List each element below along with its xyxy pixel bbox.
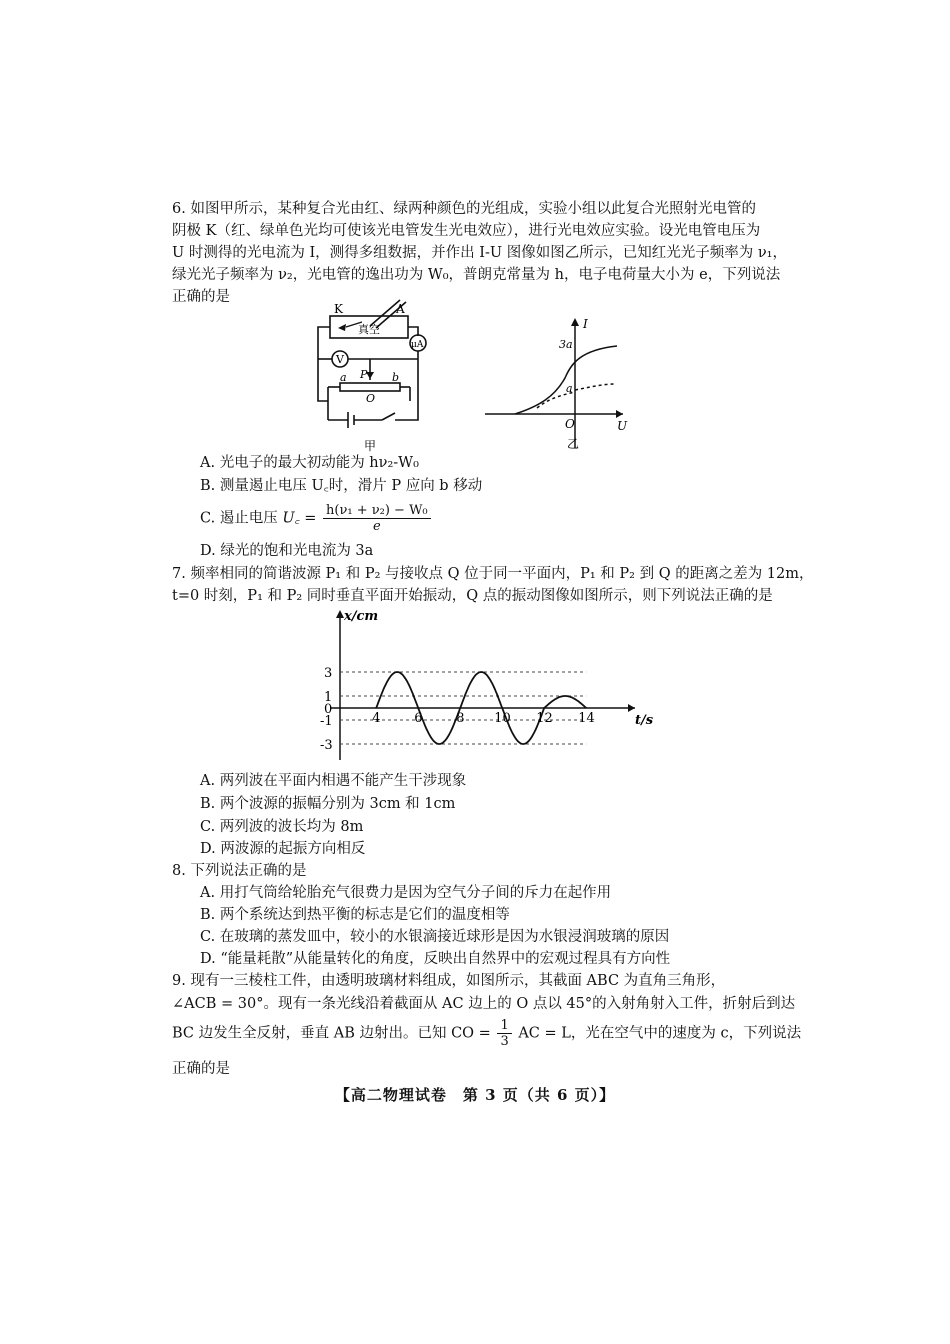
x-tick-label: 10 [494,711,511,726]
q9-line-3-a: BC 边发生全反射，垂直 AB 边射出。已知 CO = [172,1025,491,1042]
q8-option-b: B. 两个系统达到热平衡的标志是它们的温度相等 [200,907,510,923]
microammeter-label: μA [411,340,424,350]
q8-option-c: C. 在玻璃的蒸发皿中，较小的水银滴接近球形是因为水银浸润玻璃的原因 [200,929,670,945]
y-tick-label: 1 [324,690,333,705]
x-tick-label: 12 [536,711,553,726]
page-footer: 【高二物理试卷 第 3 页（共 6 页）】 [334,1086,616,1104]
q7-option-d: D. 两波源的起振方向相反 [200,841,366,857]
q6-line-2: 阴极 K（红、绿单色光均可使该光电管发生光电效应），进行光电效应实验。设光电管电压为 [172,223,761,239]
iu-graph-yi [485,316,635,454]
label-A: A [396,302,405,316]
q6-line-1: 6. 如图甲所示，某种复合光由红、绿两种颜色的光组成，实验小组以此复合光照射光电管的 [172,201,756,217]
x-tick-label: 6 [414,711,423,726]
q6-option-c-lhs: U꜀ = [282,510,317,527]
y-tick-label: -3 [320,738,333,753]
q9-line-3 [172,1018,802,1056]
x-tick-label: 8 [456,711,465,726]
q6-option-c-numerator: h(ν₁ + ν₂) − W₀ [323,503,431,519]
y-tick-label: -1 [320,714,333,729]
label-3a: 3a [559,338,573,351]
circuit-diagram-jia [300,298,440,458]
label-a: a [566,382,573,395]
q6-option-d: D. 绿光的饱和光电流为 3a [200,543,374,559]
q8-option-d: D. “能量耗散”从能量转化的角度，反映出自然界中的宏观过程具有方向性 [200,951,671,967]
q7-line-1: 7. 频率相同的简谐波源 P₁ 和 P₂ 与接收点 Q 位于同一平面内，P₁ 和 P₂ 到 Q 的距离之差为 12m， [172,566,814,582]
x-axis-label: t/s [635,713,654,728]
label-a: a [340,371,347,384]
q8-line-1: 8. 下列说法正确的是 [172,863,307,879]
q7-option-b: B. 两个波源的振幅分别为 3cm 和 1cm [200,796,456,812]
q9-line-4: 正确的是 [172,1061,230,1077]
label-K: K [334,302,343,316]
x-tick-label: 4 [372,711,381,726]
x-tick-label: 14 [578,711,595,726]
axis-label-U: U [617,419,628,433]
q7-option-a: A. 两列波在平面内相遇不能产生干涉现象 [200,773,467,789]
y-tick-label: 0 [324,702,333,717]
q6-option-b: B. 测量遏止电压 U꜀时，滑片 P 应向 b 移动 [200,478,483,494]
caption-jia: 甲 [364,439,377,453]
axis-label-I: I [583,317,588,331]
label-b: b [392,371,400,384]
q6-line-5: 正确的是 [172,289,230,305]
q6-option-c-denominator: e [372,519,381,534]
caption-yi: 乙 [567,437,580,451]
vibration-graph [310,608,660,768]
label-P: P [360,368,368,381]
q7-line-2: t=0 时刻，P₁ 和 P₂ 同时垂直平面开始振动，Q 点的振动图像如图所示，则下列说法正确的是 [172,588,773,604]
q9-fraction-denominator: 3 [500,1034,509,1049]
q6-option-a: A. 光电子的最大初动能为 hν₂-W₀ [200,455,419,471]
q6-option-c [200,503,810,543]
q9-fraction [497,1018,511,1049]
q6-line-3: U 时测得的光电流为 I，测得多组数据，并作出 I-U 图像如图乙所示，已知红光光子频率为 ν₁， [172,245,787,261]
q6-line-4: 绿光光子频率为 ν₂，光电管的逸出功为 W₀，普朗克常量为 h，电子电荷量大小为 e，下列说法 [172,267,781,283]
q9-fraction-numerator: 1 [497,1018,511,1034]
label-O: O [366,392,376,405]
q6-option-c-fraction [323,503,431,534]
y-tick-label: 3 [324,666,333,681]
q7-option-c: C. 两列波的波长均为 8m [200,819,364,835]
origin-label: O [565,417,575,431]
voltmeter-label: V [336,353,344,366]
q9-line-2: ∠ACB = 30°。现有一条光线沿着截面从 AC 边上的 O 点以 45°的入射角射入工件，折射后到达 [172,996,796,1012]
q6-option-c-prefix: C. 遏止电压 [200,510,278,527]
q9-line-3-b: AC = L，光在空气中的速度为 c，下列说法 [518,1025,802,1042]
y-axis-label: x/cm [344,609,379,624]
q9-line-1: 9. 现有一三棱柱工件，由透明玻璃材料组成，如图所示，其截面 ABC 为直角三角形， [172,973,726,989]
q8-option-a: A. 用打气筒给轮胎充气很费力是因为空气分子间的斥力在起作用 [200,885,612,901]
label-vacuum: 真空 [358,323,380,336]
